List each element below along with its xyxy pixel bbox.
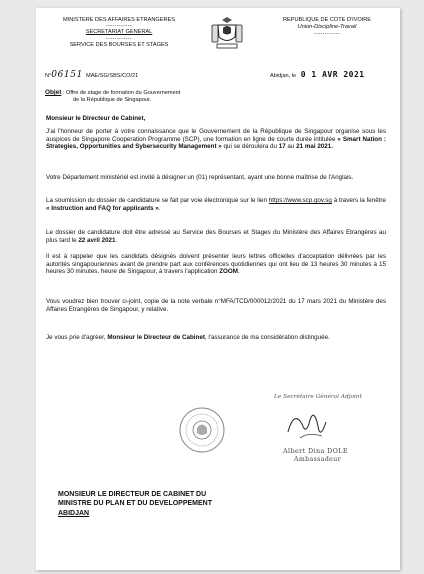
- date-place: Abidjan, le: [270, 73, 297, 79]
- paragraph-designation-request: Votre Département ministériel est invité à désigner un (01) représentant, ayant une bonne maîtrise de l'Anglais.: [46, 174, 354, 181]
- header-separator: ------------: [106, 35, 132, 42]
- recipient-line-2: MINISTRE DU PLAN ET DU DEVELOPPEMENT: [58, 500, 213, 508]
- service-name: SERVICE DES BOURSES ET STAGES: [69, 41, 169, 48]
- date-line: [270, 70, 365, 79]
- recipient-line-1: MONSIEUR LE DIRECTEUR DE CABINET DU: [58, 491, 207, 498]
- paragraph-acceptance-letters: Il est à rappeler que les candidats désignés doivent présenter leurs lettres officielles d'acceptation délivrées par les autorités singapouriennes avant de prendre part aux conférences quotidiennes qui ont lieu de 13 heures 30 minutes à 15 heures 30 minutes, heure de Singapour, à travers l'application ZOOM.: [46, 253, 386, 276]
- secretariat-name: SECRETARIAT GENERAL: [85, 29, 153, 36]
- paragraph-training-announcement: J'ai l'honneur de porter à votre connaissance que le Gouvernement de la République de Singapour organise sous les auspices de Singapore Cooperation Programme (SCP), une formation en ligne de courte durée intitulée « Smart Nation : Strategies, Opportunities and Sybersecurity Management » qui se déroulera du 17 au 21 mai 2021.: [46, 128, 386, 151]
- subject-block: [45, 89, 345, 105]
- paragraph-note-verbale: Vous voudrez bien trouver ci-joint, copie de la note verbale n°MFA/TCD/000012/2021 du 17 mars 2021 du Ministère des Affaires Etrangères de Singapour, y relative.: [46, 298, 386, 313]
- paragraph-closing: Je vous prie d'agréer, Monsieur le Directeur de Cabinet, l'assurance de ma considération distinguée.: [46, 334, 330, 341]
- reference-code: MAE/SG/SBS/CO/21: [86, 73, 139, 79]
- scp-website-link[interactable]: https://www.scp.gov.sg: [268, 197, 332, 204]
- reference-prefix: N°: [45, 73, 52, 79]
- subject-line-2: de la République de Singapour.: [73, 97, 152, 104]
- reference-line: [45, 70, 138, 80]
- recipient-address: [58, 490, 212, 518]
- coat-of-arms-emblem: [209, 17, 245, 51]
- republic-header: [258, 17, 396, 37]
- paragraph-submission-instructions: La soumission du dossier de candidature se fait par voie électronique sur le lien https://www.scp.gov.sg à travers la fenêtre « Instruction and FAQ for applicants ».: [46, 197, 386, 212]
- signatory-role: Ambassadeur: [294, 456, 341, 463]
- signatory-title: Le Secrétaire Général Adjoint: [274, 394, 362, 400]
- subject-line: : Offre de stage de formation du Gouvernement: [62, 90, 181, 96]
- signatory-name: Albert Dina DOLE: [283, 447, 348, 455]
- header-separator: ------------: [314, 30, 340, 37]
- reference-number: 06151: [51, 70, 83, 80]
- salutation: Monsieur le Directeur de Cabinet,: [46, 115, 146, 122]
- national-motto: Union-Discipline-Travail: [297, 24, 357, 31]
- sender-header: [44, 17, 194, 49]
- subject-label: Objet: [45, 89, 62, 96]
- ministry-name: MINISTERE DES AFFAIRES ETRANGERES: [63, 17, 175, 23]
- header-separator: ------------: [106, 23, 132, 30]
- country-name: REPUBLIQUE DE COTE D'IVOIRE: [282, 17, 372, 23]
- recipient-city: ABIDJAN: [58, 509, 90, 517]
- letter-page: [36, 8, 400, 570]
- paragraph-deadline: Le dossier de candidature doit être adressé au Service des Bourses et Stages du Ministère des Affaires Etrangères au plus tard le 22 avril 2021.: [46, 229, 386, 244]
- handwritten-signature: [280, 402, 336, 450]
- official-round-stamp: [178, 406, 226, 454]
- date-stamp: 0 1 AVR 2021: [300, 70, 365, 79]
